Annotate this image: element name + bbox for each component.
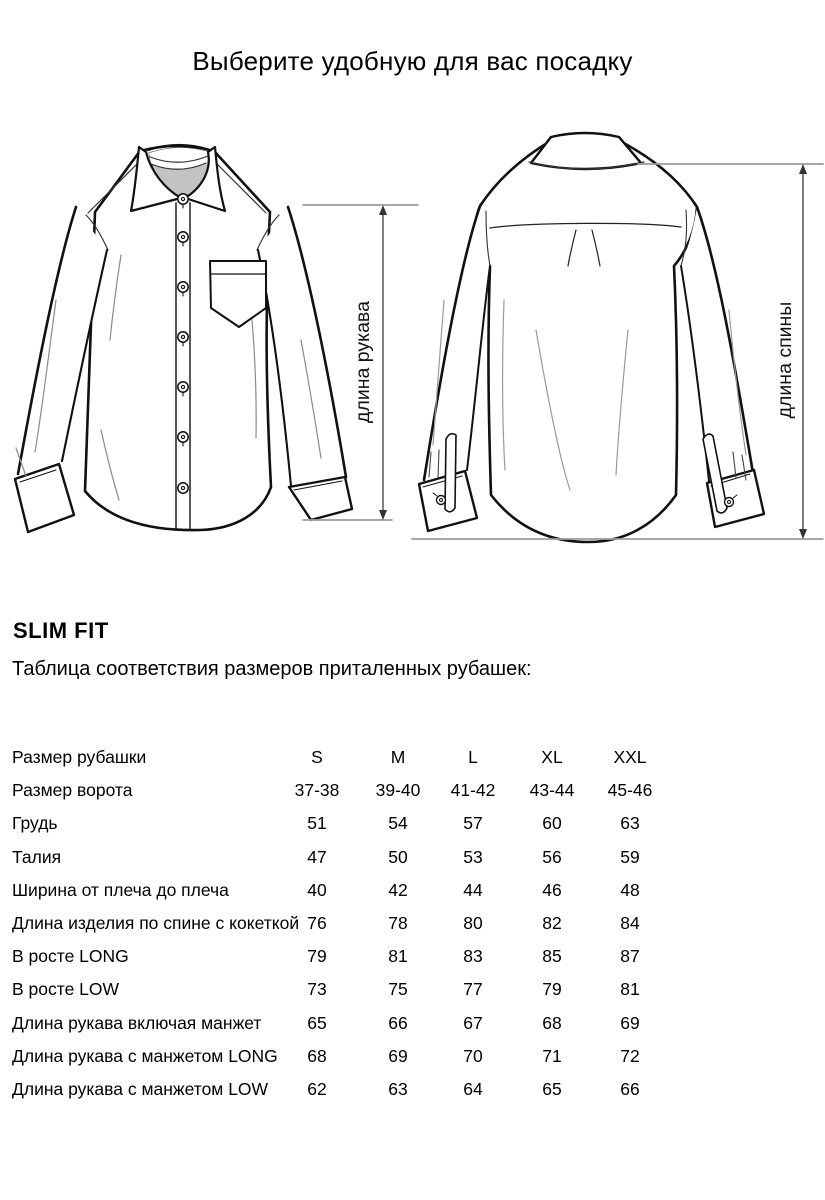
cell-value: 45-46: [607, 780, 653, 801]
cell-value: 75: [388, 979, 408, 1000]
cell-value: S: [311, 747, 323, 768]
cell-value: 69: [388, 1045, 408, 1066]
cell-value: 85: [542, 946, 562, 967]
cell-value: 78: [388, 913, 408, 934]
cell-value: 46: [542, 879, 562, 900]
cell-value: 47: [307, 846, 327, 867]
cell-value: XL: [541, 747, 563, 768]
table-row-waist: [12, 841, 712, 874]
row-label: Ширина от плеча до плеча: [12, 879, 229, 900]
cell-value: 57: [463, 813, 483, 834]
cell-value: 87: [620, 946, 640, 967]
sleeve-length-label: длина рукава: [352, 301, 374, 423]
table-row-height-long: [12, 940, 712, 973]
back-body: [475, 136, 697, 542]
table-row-chest: [12, 807, 712, 840]
table-row-sleeve-cuff: [12, 1007, 712, 1040]
size-table: [12, 741, 712, 1106]
cell-value: 65: [307, 1012, 327, 1033]
cell-value: 63: [388, 1078, 408, 1099]
cell-value: 82: [542, 913, 562, 934]
table-row-collar: [12, 774, 712, 807]
cell-value: 41-42: [450, 780, 496, 801]
cell-value: 37-38: [294, 780, 340, 801]
row-label: Длина изделия по спине с кокеткой: [12, 913, 300, 934]
row-label: Талия: [12, 846, 62, 867]
cell-value: 68: [307, 1045, 327, 1066]
shirt-back-drawing: [419, 133, 764, 542]
fit-section-heading: SLIM FIT: [13, 618, 109, 643]
cell-value: 40: [307, 879, 327, 900]
cell-value: 65: [542, 1078, 562, 1099]
arrow-up-icon: [379, 205, 387, 215]
row-label: Размер ворота: [12, 780, 133, 801]
table-row-sleeve-cuff-low: [12, 1073, 712, 1106]
back-length-label: длина спины: [774, 301, 796, 419]
back-left-sleeve-placket: [445, 434, 456, 512]
cell-value: 71: [542, 1045, 562, 1066]
fit-section-subtitle: Таблица соответствия размеров приталенных рубашек:: [12, 658, 532, 680]
arrow-down-icon: [799, 529, 807, 539]
cell-value: 77: [463, 979, 483, 1000]
page-title: Выберите удобную для вас посадку: [192, 46, 633, 76]
arrow-down-icon: [379, 510, 387, 520]
cell-value: 62: [307, 1078, 327, 1099]
cell-value: 48: [620, 879, 640, 900]
back-collar: [531, 133, 641, 169]
cell-value: 42: [388, 879, 408, 900]
cell-value: 70: [463, 1045, 483, 1066]
cell-value: 63: [620, 813, 640, 834]
cell-value: 39-40: [375, 780, 421, 801]
cell-value: 54: [388, 813, 408, 834]
cell-value: L: [468, 747, 478, 768]
row-label: В росте LOW: [12, 979, 120, 1000]
cell-value: 80: [463, 913, 483, 934]
cell-value: 60: [542, 813, 562, 834]
row-label: Длина рукава включая манжет: [12, 1012, 262, 1033]
cell-value: 76: [307, 913, 327, 934]
cell-value: 43-44: [529, 780, 575, 801]
cell-value: 64: [463, 1078, 483, 1099]
table-row-sleeve-cuff-long: [12, 1040, 712, 1073]
cell-value: 69: [620, 1012, 640, 1033]
row-label: Грудь: [12, 813, 58, 834]
cell-value: 73: [307, 979, 327, 1000]
cell-value: 79: [542, 979, 562, 1000]
cell-value: M: [390, 747, 406, 768]
cell-value: 59: [620, 846, 640, 867]
table-row-height-low: [12, 973, 712, 1006]
cell-value: 67: [463, 1012, 483, 1033]
table-row-back-length: [12, 907, 712, 940]
row-label: Длина рукава с манжетом LOW: [12, 1078, 269, 1099]
cell-value: 50: [388, 846, 408, 867]
cell-value: XXL: [613, 747, 647, 768]
row-label: В росте LONG: [12, 946, 129, 967]
cell-value: 68: [542, 1012, 562, 1033]
cell-value: 83: [463, 946, 483, 967]
cell-value: 81: [388, 946, 408, 967]
table-row-sizes: [12, 741, 712, 774]
arrow-up-icon: [799, 164, 807, 174]
cell-value: 53: [463, 846, 483, 867]
cell-value: 81: [620, 979, 640, 1000]
shirt-front-drawing: [15, 145, 352, 532]
row-label: Размер рубашки: [12, 747, 147, 768]
cell-value: 44: [463, 879, 483, 900]
cell-value: 72: [620, 1045, 640, 1066]
table-row-shoulder-width: [12, 874, 712, 907]
cell-value: 51: [307, 813, 327, 834]
cell-value: 66: [620, 1078, 640, 1099]
cell-value: 56: [542, 846, 562, 867]
cell-value: 84: [620, 913, 640, 934]
cell-value: 66: [388, 1012, 408, 1033]
row-label: Длина рукава с манжетом LONG: [12, 1045, 278, 1066]
cell-value: 79: [307, 946, 327, 967]
